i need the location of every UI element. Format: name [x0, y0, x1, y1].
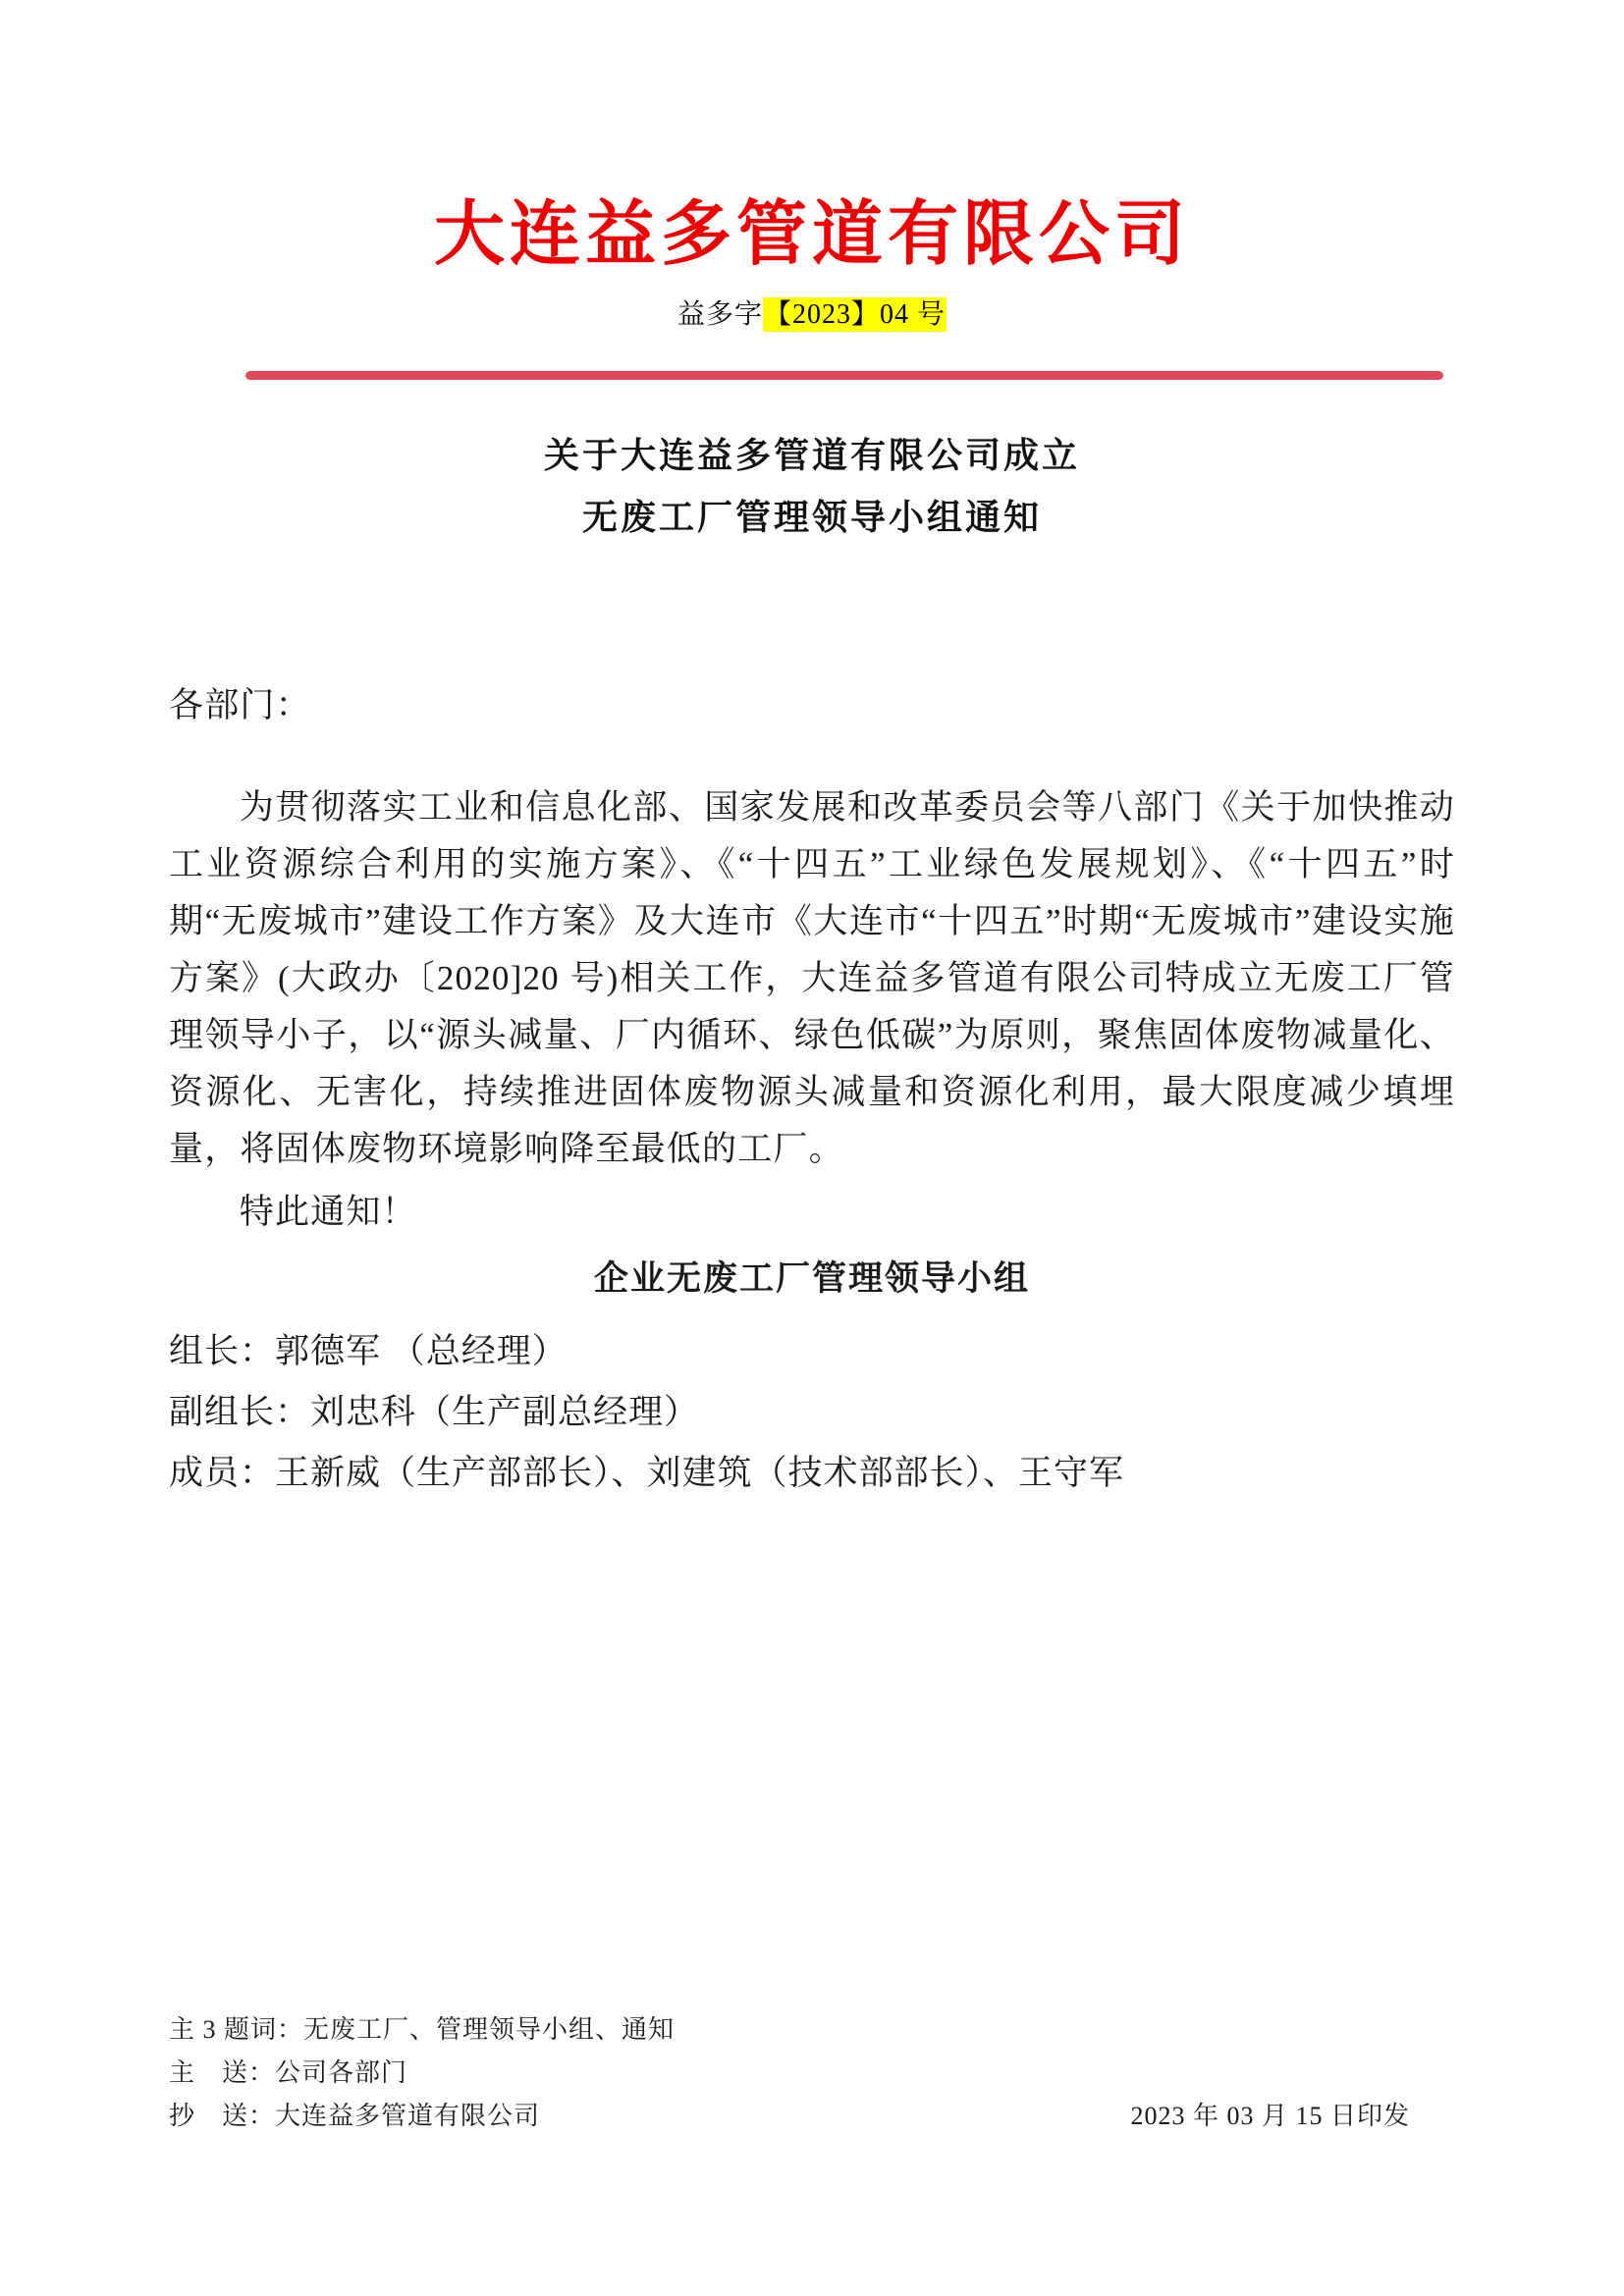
- footer-copy-recipient: 抄 送：大连益多管道有限公司: [169, 2102, 541, 2130]
- document-number-highlighted: 【2023】04 号: [764, 298, 947, 330]
- red-rule-bar: [245, 371, 1443, 380]
- document-number-prefix: 益多字: [677, 298, 763, 330]
- organization-title: 大连益多管道有限公司: [433, 195, 1190, 274]
- footer-primary-recipient: 主 送：公司各部门: [169, 2058, 408, 2087]
- salutation: 各部门：: [169, 686, 311, 724]
- letterhead: [0, 194, 1624, 333]
- group-roster: [169, 1321, 1455, 1504]
- document-title-line-1: 关于大连益多管道有限公司成立: [543, 435, 1080, 475]
- red-separator-rule: [245, 371, 1443, 380]
- document-title-line-2: 无废工厂管理领导小组通知: [581, 497, 1042, 537]
- document-title: [0, 424, 1624, 548]
- roster-leader: 组长：郭德军 （总经理）: [169, 1332, 568, 1370]
- footer-bottom-row: [169, 2095, 1455, 2138]
- document-body: [169, 677, 1455, 1504]
- footer-issue-date: 2023 年 03 月 15 日印发: [1130, 2102, 1410, 2130]
- document-footer: [169, 2008, 1455, 2138]
- roster-deputy-leader: 副组长：刘忠科（生产副总经理）: [169, 1393, 700, 1431]
- body-paragraph: 为贯彻落实工业和信息化部、国家发展和改革委员会等八部门《关于加快推动工业资源综合利用的实施方案》、《“十四五”工业绿色发展规划》、《“十四五”时期“无废城市”建设工作方案》及大连市《大连市“十四五”时期“无废城市”建设实施方案》(大政办〔2020]20 号)相关工作，大连益多管道有限公司特成立无废工厂管理领导小子，以“源头减量、厂内循环、绿色低碳”为原则，聚焦固体废物减量化、资源化、无害化，持续推进固体废物源头减量和资源化利用，最大限度减少填埋量，将固体废物环境影响降至最低的工厂。: [169, 788, 1455, 1168]
- document-number: [0, 297, 1624, 333]
- notice-closing: 特此通知！: [239, 1193, 417, 1231]
- group-heading: 企业无废工厂管理领导小组: [593, 1259, 1030, 1298]
- footer-keywords: 主 3 题词：无废工厂、管理领导小组、通知: [169, 2015, 676, 2044]
- roster-members: 成员：王新威（生产部部长）、刘建筑（技术部部长）、王守军: [169, 1454, 1125, 1492]
